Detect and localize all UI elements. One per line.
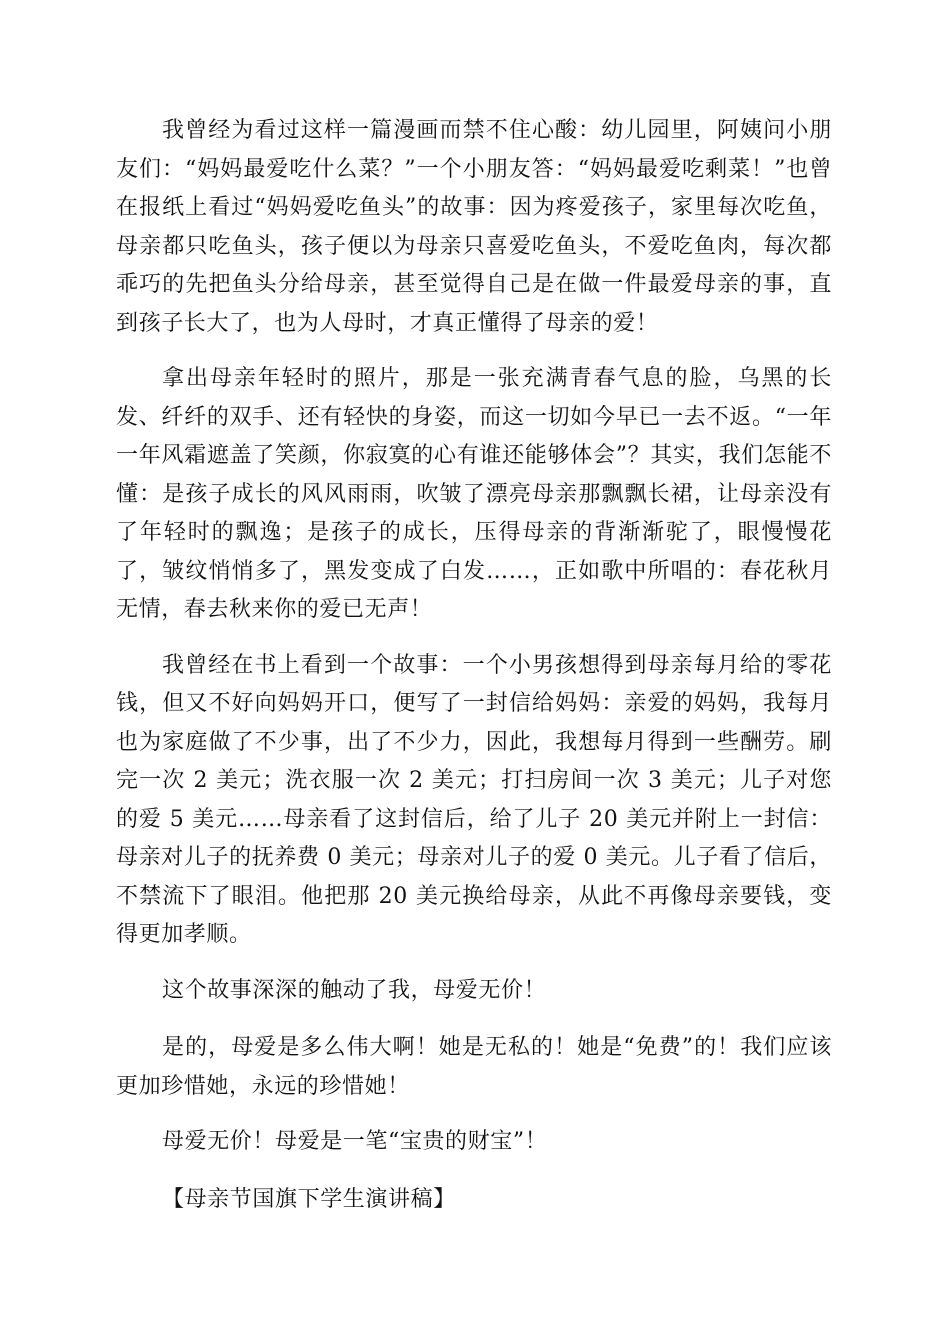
document-page	[116, 112, 832, 1238]
paragraph-touched: 这个故事深深的触动了我，母爱无价！	[162, 977, 547, 1003]
paragraph-letter-story: 我曾经在书上看到一个故事：一个小男孩想得到母亲每月给的零花钱，但又不好向妈妈开口，便写了一封信给妈妈：亲爱的妈妈，我每月也为家庭做了不少事，出了不少力，因此，我想每月得到一些酬劳。刷完一次 2 美元；洗衣服一次 2 美元；打扫房间一次 3 美元；儿子对您的爱 5 美元……母亲看了这封信后，给了儿子 20 美元并附上一封信：母亲对儿子的抚养费 0 美元；母亲对儿子的爱 0 美元。儿子看了信后，不禁流下了眼泪。他把那 20 美元换给母亲，从此不再像母亲要钱，变得更加孝顺。	[116, 652, 832, 947]
paragraph-selfless-love: 是的，母爱是多么伟大啊！她是无私的！她是“免费”的！我们应该更加珍惜她，永远的珍惜她！	[116, 1035, 832, 1099]
paragraph-cartoon-story: 我曾经为看过这样一篇漫画而禁不住心酸：幼儿园里，阿姨问小朋友们：“妈妈最爱吃什么菜？”一个小朋友答：“妈妈最爱吃剩菜！”也曾在报纸上看过“妈妈爱吃鱼头”的故事：因为疼爱孩子，家里每次吃鱼，母亲都只吃鱼头，孩子便以为母亲只喜爱吃鱼头，不爱吃鱼肉，每次都乖巧的先把鱼头分给母亲，甚至觉得自己是在做一件最爱母亲的事，直到孩子长大了，也为人母时，才真正懂得了母亲的爱！	[116, 118, 832, 336]
paragraph-speech-title: 【母亲节国旗下学生演讲稿】	[162, 1186, 456, 1212]
paragraph-priceless: 母爱无价！母爱是一笔“宝贵的财宝”！	[162, 1129, 548, 1154]
paragraph-mother-photo: 拿出母亲年轻时的照片，那是一张充满青春气息的脸，乌黑的长发、纤纤的双手、还有轻快的身姿，而这一切如今早已一去不返。“一年一年风霜遮盖了笑颜，你寂寞的心有谁还能够体会”？其实，我们怎能不懂：是孩子成长的风风雨雨，吹皱了漂亮母亲那飘飘长裙，让母亲没有了年轻时的飘逸；是孩子的成长，压得母亲的背渐渐驼了，眼慢慢花了，皱纹悄悄多了，黑发变成了白发……，正如歌中所唱的：春花秋月无情，春去秋来你的爱已无声！	[116, 366, 832, 622]
